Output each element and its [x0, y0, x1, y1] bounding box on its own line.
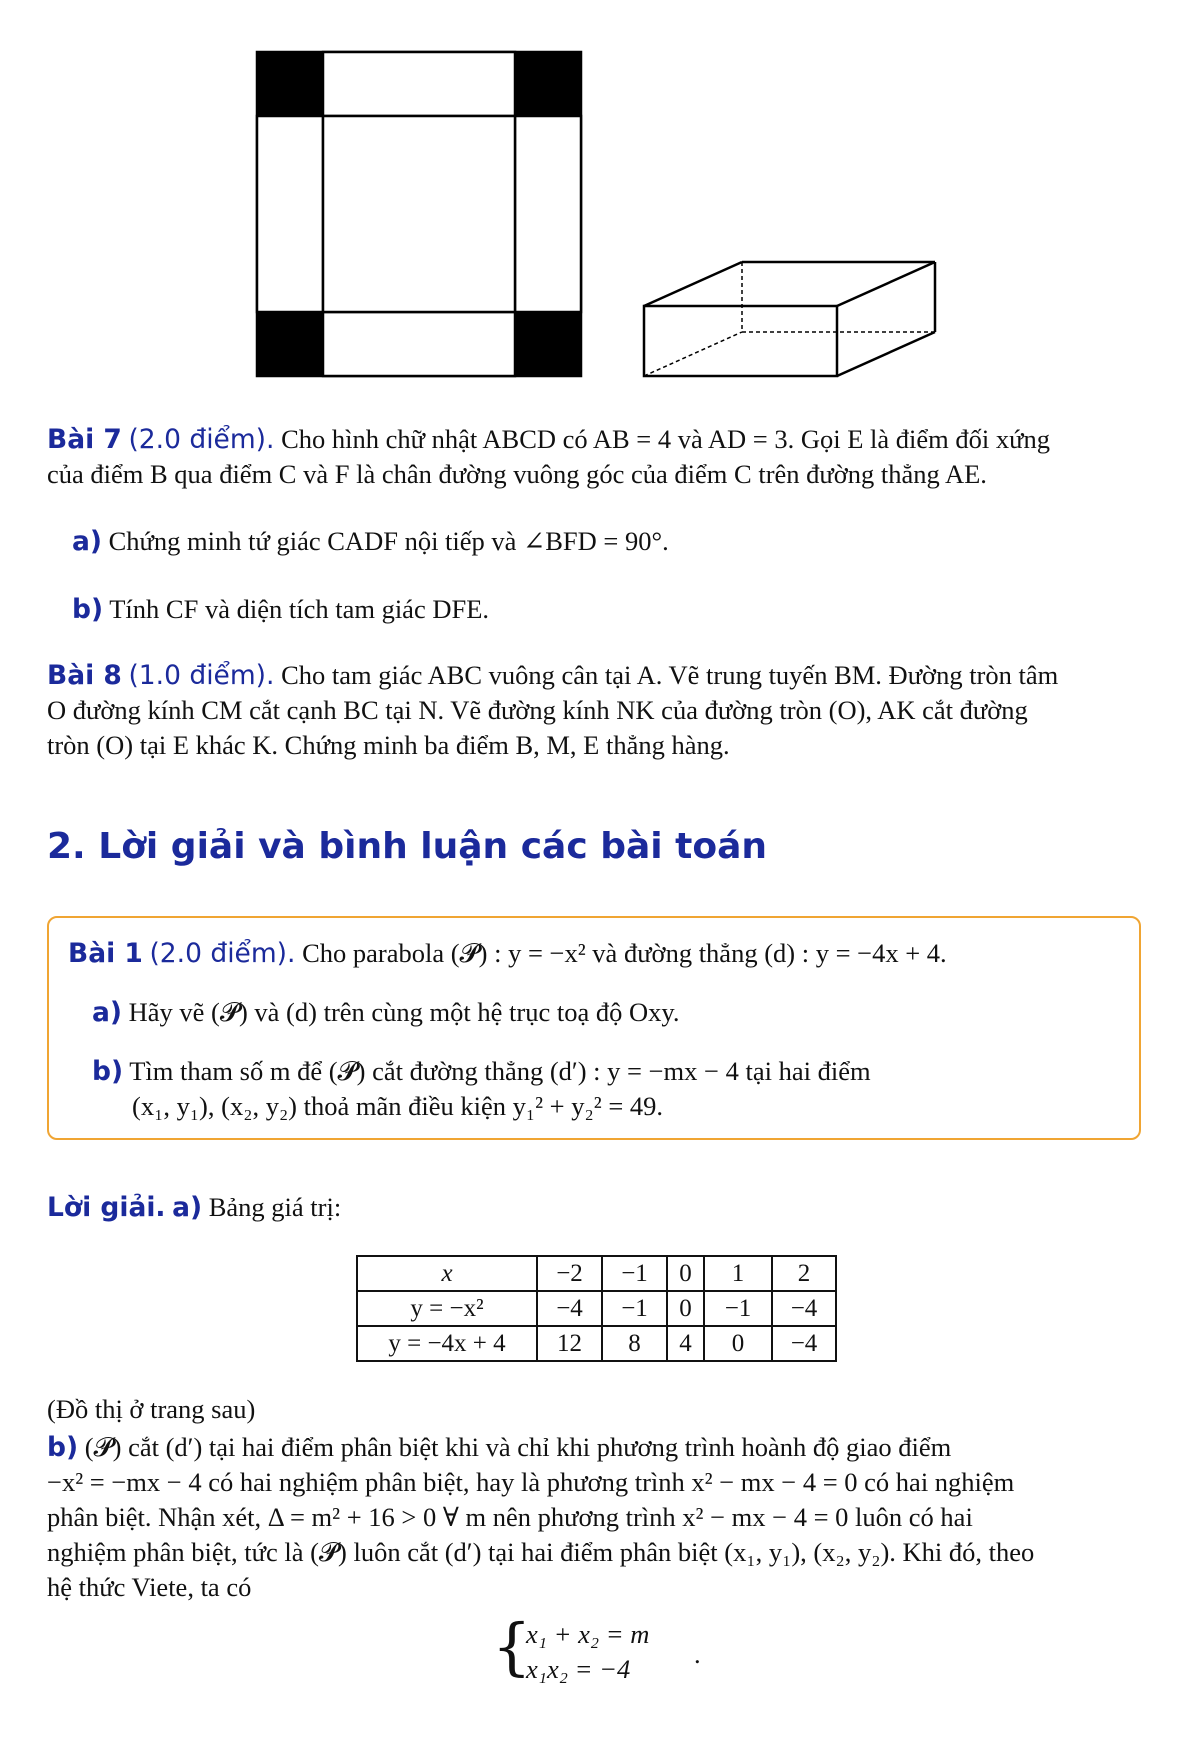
problem-8-line-2: O đường kính CM cắt cạnh BC tại N. Vẽ đường kính NK của đường tròn (O), AK cắt đường	[47, 695, 1028, 725]
solution-part-a-label: a)	[172, 1192, 203, 1223]
table-cell: 2	[772, 1256, 836, 1291]
problem-7-points: (2.0 điểm).	[128, 424, 275, 455]
open-box-figure	[0, 0, 1200, 400]
problem-7-part-b	[72, 592, 489, 627]
solution-part-b	[47, 1430, 1143, 1605]
problem-1	[68, 936, 1128, 971]
solution-b-line-3: phân biệt. Nhận xét, Δ = m² + 16 > 0 ∀ m nên phương trình x² − mx − 4 = 0 luôn có hai	[47, 1502, 973, 1532]
solution-label: Lời giải.	[47, 1192, 166, 1223]
system-eq-1: x₁ + x₂ = m	[526, 1619, 650, 1649]
part-b-text: Tính CF và diện tích tam giác DFE.	[109, 594, 490, 624]
problem-1-points: (2.0 điểm).	[149, 938, 296, 969]
part-b-label: b)	[92, 1056, 124, 1087]
problem-1-part-a	[92, 995, 680, 1030]
solution-part-b-label: b)	[47, 1432, 79, 1463]
solution-b-line-1: (𝓟) cắt (d′) tại hai điểm phân biệt khi và chỉ khi phương trình hoành độ giao điểm	[84, 1432, 952, 1462]
solution-b-line-4: nghiệm phân biệt, tức là (𝓟) luôn cắt (d′) tại hai điểm phân biệt (x₁, y₁), (x₂, y₂). Khi đó, theo	[47, 1537, 1035, 1567]
system-end: .	[694, 1639, 701, 1669]
table-cell: −1	[704, 1291, 772, 1326]
table-cell: −1	[602, 1256, 667, 1291]
system-brace: {	[492, 1610, 532, 1683]
table-cell: x	[357, 1256, 537, 1291]
problem-8-points: (1.0 điểm).	[128, 660, 275, 691]
problem-8-line-1: Cho tam giác ABC vuông cân tại A. Vẽ trung tuyến BM. Đường tròn tâm	[281, 660, 1059, 690]
table-row	[357, 1256, 836, 1291]
table-cell: y = −x²	[357, 1291, 537, 1326]
problem-1-part-b	[92, 1054, 1122, 1124]
box-edge	[837, 262, 935, 306]
table-cell: −4	[772, 1326, 836, 1361]
table-cell: −1	[602, 1291, 667, 1326]
table-cell: 0	[667, 1291, 704, 1326]
table-cell: −4	[772, 1291, 836, 1326]
section-heading: 2. Lời giải và bình luận các bài toán	[47, 826, 767, 867]
problem-1-intro: Cho parabola (𝓟) : y = −x² và đường thẳng (d) : y = −4x + 4.	[302, 938, 947, 968]
problem-8-line-3: tròn (O) tại E khác K. Chứng minh ba điểm B, M, E thẳng hàng.	[47, 730, 730, 760]
solution-b-line-5: hệ thức Viete, ta có	[47, 1572, 252, 1602]
system-eq-2: x₁x₂ = −4	[526, 1654, 631, 1684]
problem-7-part-a	[72, 524, 669, 559]
box-hidden-edge	[644, 332, 742, 376]
problem-7	[47, 422, 1143, 492]
value-table	[356, 1255, 837, 1362]
table-cell: y = −4x + 4	[357, 1326, 537, 1361]
table-row	[357, 1291, 836, 1326]
solution-header	[47, 1190, 341, 1225]
table-cell: 1	[704, 1256, 772, 1291]
table-cell: 0	[704, 1326, 772, 1361]
problem-7-line-2: của điểm B qua điểm C và F là chân đường vuông góc của điểm C trên đường thẳng AE.	[47, 459, 987, 489]
solution-part-a-text: Bảng giá trị:	[208, 1192, 342, 1222]
part-b-line-2: (x₁, y₁), (x₂, y₂) thoả mãn điều kiện y₁² + y₂² = 49.	[132, 1091, 664, 1121]
table-cell: 0	[667, 1256, 704, 1291]
part-a-label: a)	[92, 997, 122, 1028]
table-cell: 12	[537, 1326, 602, 1361]
part-b-label: b)	[72, 594, 104, 625]
graph-note: (Đồ thị ở trang sau)	[47, 1394, 256, 1424]
problem-7-label: Bài 7	[47, 424, 122, 455]
problem-1-label: Bài 1	[68, 938, 143, 969]
box-edge	[644, 262, 742, 306]
solution-b-line-2: −x² = −mx − 4 có hai nghiệm phân biệt, hay là phương trình x² − mx − 4 = 0 có hai nghiệm	[47, 1467, 1015, 1497]
part-a-label: a)	[72, 526, 102, 557]
value-table-wrap	[356, 1255, 837, 1362]
problem-7-line-1: Cho hình chữ nhật ABCD có AB = 4 và AD = 3. Gọi E là điểm đối xứng	[281, 424, 1051, 454]
table-row	[357, 1326, 836, 1361]
table-cell: −2	[537, 1256, 602, 1291]
part-a-text: Chứng minh tứ giác CADF nội tiếp và ∠BFD = 90°.	[108, 526, 669, 556]
box-front-face	[644, 306, 837, 376]
problem-8	[47, 658, 1143, 763]
table-cell: −4	[537, 1291, 602, 1326]
part-b-line-1: Tìm tham số m để (𝓟) cắt đường thẳng (d′) : y = −mx − 4 tại hai điểm	[129, 1056, 871, 1086]
problem-8-label: Bài 8	[47, 660, 122, 691]
table-cell: 4	[667, 1326, 704, 1361]
table-cell: 8	[602, 1326, 667, 1361]
part-a-text: Hãy vẽ (𝓟) và (d) trên cùng một hệ trục toạ độ Oxy.	[128, 997, 680, 1027]
box-edge	[837, 332, 935, 376]
